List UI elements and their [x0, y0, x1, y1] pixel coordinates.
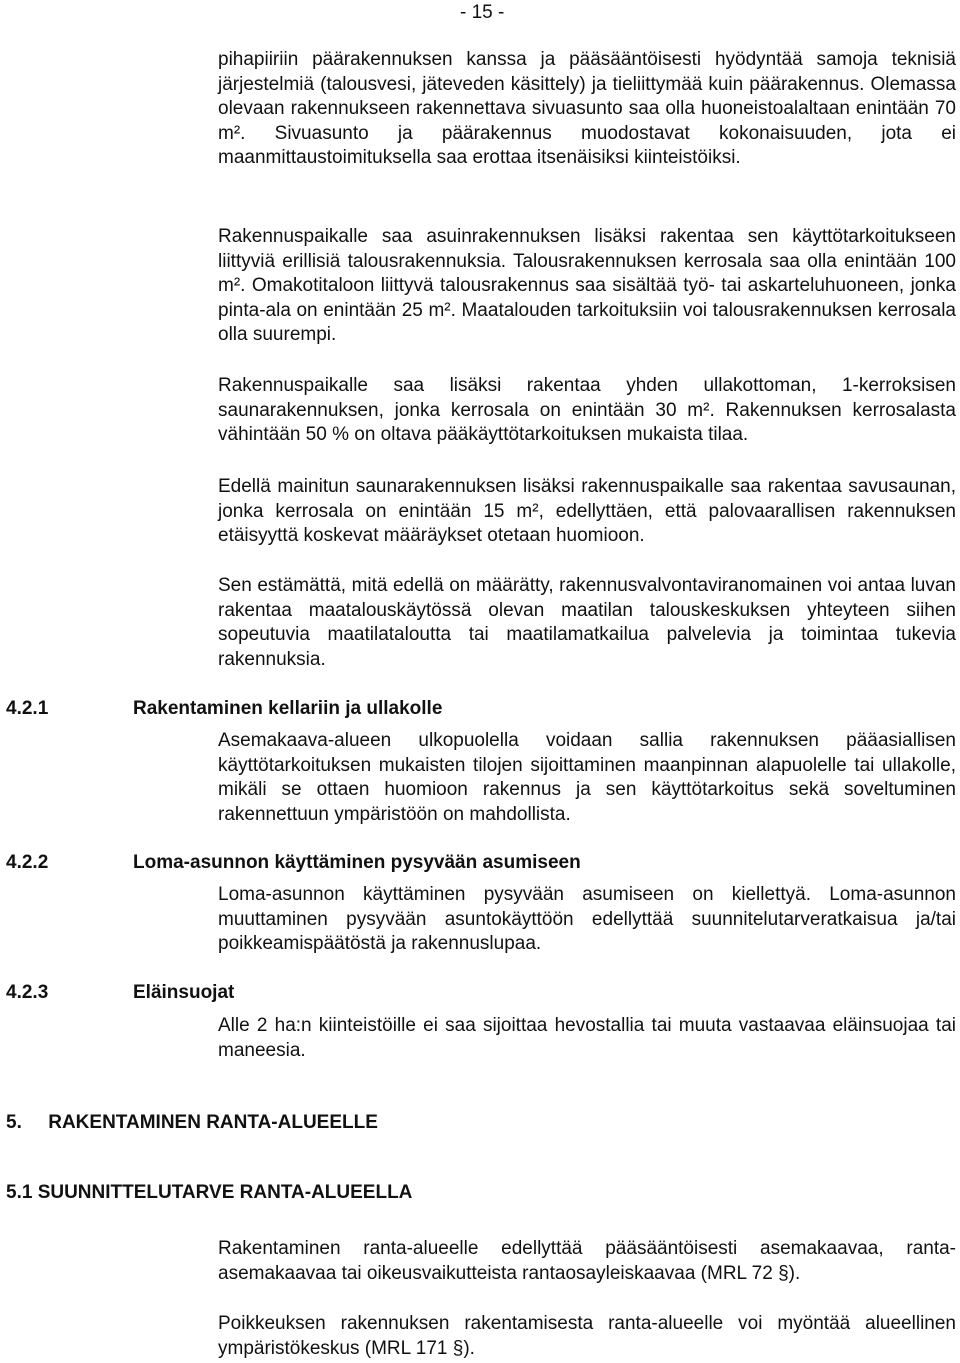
paragraph-saunarakennus: Rakennuspaikalle saa lisäksi rakentaa yhden ullakottoman, 1-kerroksisen saunarakennuksen, jonka kerrosala on enintään 30 m². Rakennuksen kerrosalasta vähintään 50 % on oltava pääkäyttötarkoituksen mukaista tilaa.	[218, 375, 956, 446]
chapter-subheading: 5.1 SUUNNITTELUTARVE RANTA-ALUEELLA	[6, 1182, 413, 1203]
section-title: Rakentaminen kellariin ja ullakolle	[133, 698, 443, 719]
chapter-paragraph-2: Poikkeuksen rakennuksen rakentamisesta ranta-alueelle voi myöntää alueellinen ympäristökeskus (MRL 171 §).	[218, 1313, 956, 1359]
paragraph-sivuasunto: pihapiiriin päärakennuksen kanssa ja pääsääntöisesti hyödyntää samoja teknisiä järjestelmiä (talousvesi, jäteveden käsittely) ja tieliittymää kuin päärakennus. Olemassa olevaan rakennukseen rakennettava sivuasunto saa olla huoneistoalaltaan enintään 70 m². Sivuasunto ja päärakennus muodostavat kokonaisuuden, jota ei maanmittaustoimituksella saa erottaa itsenäisiksi kiinteistöiksi.	[218, 49, 956, 169]
section-text-4-2-3: Alle 2 ha:n kiinteistöille ei saa sijoittaa hevostallia tai muuta vastaavaa eläinsuojaa tai maneesia.	[218, 1015, 956, 1061]
section-heading-4-2-1	[0, 698, 960, 724]
section-heading-4-2-3	[0, 982, 960, 1008]
section-number: 4.2.3	[6, 982, 49, 1003]
section-number: 4.2.1	[6, 698, 49, 719]
chapter-paragraph-1: Rakentaminen ranta-alueelle edellyttää pääsääntöisesti asemakaavaa, ranta-asemakaavaa tai oikeusvaikutteista rantaosayleiskaavaa (MRL 72 §).	[218, 1238, 956, 1284]
section-heading-4-2-2	[0, 852, 960, 878]
paragraph-talousrakennus: Rakennuspaikalle saa asuinrakennuksen lisäksi rakentaa sen käyttötarkoitukseen liittyviä erillisiä talousrakennuksia. Talousrakennuksen kerrosala saa olla enintään 100 m². Omakotitaloon liittyvä talousrakennus saa sisältää työ- tai askarteluhuoneen, jonka pinta-ala on enintään 25 m². Maatalouden tarkoituksiin voi talousrakennuksen kerrosala olla suurempi.	[218, 226, 956, 346]
chapter-heading: 5. RAKENTAMINEN RANTA-ALUEELLE	[6, 1112, 378, 1133]
section-number: 4.2.2	[6, 852, 49, 873]
section-text-4-2-1: Asemakaava-alueen ulkopuolella voidaan sallia rakennuksen pääasiallisen käyttötarkoituksen mukaisten tilojen sijoittaminen maanpinnan alapuolelle tai ullakolle, mikäli se ottaen huomioon rakennus ja sen käyttötarkoitus sekä soveltuminen rakennettuun ympäristöön on mahdollista.	[218, 730, 956, 825]
paragraph-savusauna: Edellä mainitun saunarakennuksen lisäksi rakennuspaikalle saa rakentaa savusaunan, jonka kerrosala on enintään 15 m², edellyttäen, että palovaarallisen rakennuksen etäisyyttä koskevat määräykset otetaan huomioon.	[218, 476, 956, 547]
section-title: Eläinsuojat	[133, 982, 235, 1003]
section-text-4-2-2: Loma-asunnon käyttäminen pysyvään asumiseen on kiellettyä. Loma-asunnon muuttaminen pysyvään asuntokäyttöön edellyttää suunnitelutarveratkaisua ja/tai poikkeamispäätöstä ja rakennuslupaa.	[218, 884, 956, 955]
paragraph-maatila: Sen estämättä, mitä edellä on määrätty, rakennusvalvontaviranomainen voi antaa luvan rakentaa maatalouskäytössä olevan maatilan talouskeskuksen yhteyteen siihen sopeutuvia maatilataloutta tai maatilamatkailua palvelevia ja toimintaa tukevia rakennuksia.	[218, 575, 956, 670]
section-title: Loma-asunnon käyttäminen pysyvään asumiseen	[133, 852, 581, 873]
page-number: - 15 -	[460, 2, 505, 23]
